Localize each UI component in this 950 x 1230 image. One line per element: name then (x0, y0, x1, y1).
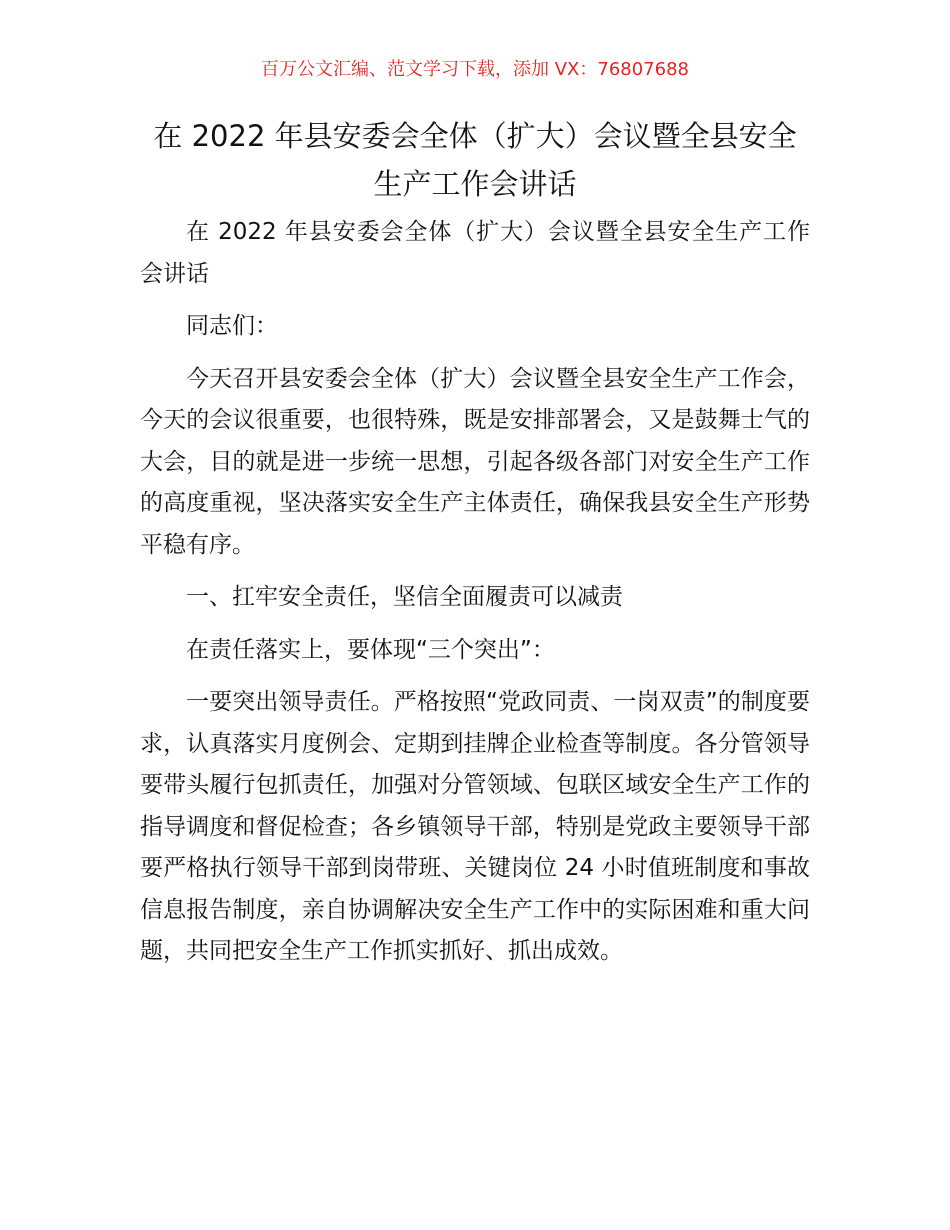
paragraph-leadership-responsibility: 一要突出领导责任。严格按照“党政同责、一岗双责”的制度要求，认真落实月度例会、定期到挂牌企业检查等制度。各分管领导要带头履行包抓责任，加强对分管领域、包联区域安全生产工作的指导调度和督促检查；各乡镇领导干部，特别是党政主要领导干部要严格执行领导干部到岗带班、关键岗位 24 小时值班制度和事故信息报告制度，亲自协调解决安全生产工作中的实际困难和重大问题，共同把安全生产工作抓实抓好、抓出成效。 (140, 689, 810, 964)
paragraph-repeat-title: 在 2022 年县安委会全体（扩大）会议暨全县安全生产工作会讲话 (140, 219, 810, 287)
paragraph-salutation: 同志们： (186, 313, 278, 339)
paragraph-intro: 今天召开县安委会全体（扩大）会议暨全县安全生产工作会，今天的会议很重要，也很特殊，既是安排部署会，又是鼓舞士气的大会，目的就是进一步统一思想，引起各级各部门对安全生产工作的高度重视，坚决落实安全生产主体责任，确保我县安全生产形势平稳有序。 (140, 365, 810, 558)
header-note: 百万公文汇编、范文学习下载，添加 VX：76807688 (261, 59, 689, 80)
document-title: 在 2022 年县安委会全体（扩大）会议暨全县安全生产工作会讲话 (153, 119, 797, 201)
document-body (140, 212, 810, 984)
paragraph-three-highlights: 在责任落实上，要体现“三个突出”： (186, 636, 555, 663)
section-heading-1: 一、扛牢安全责任，坚信全面履责可以减责 (186, 584, 623, 610)
